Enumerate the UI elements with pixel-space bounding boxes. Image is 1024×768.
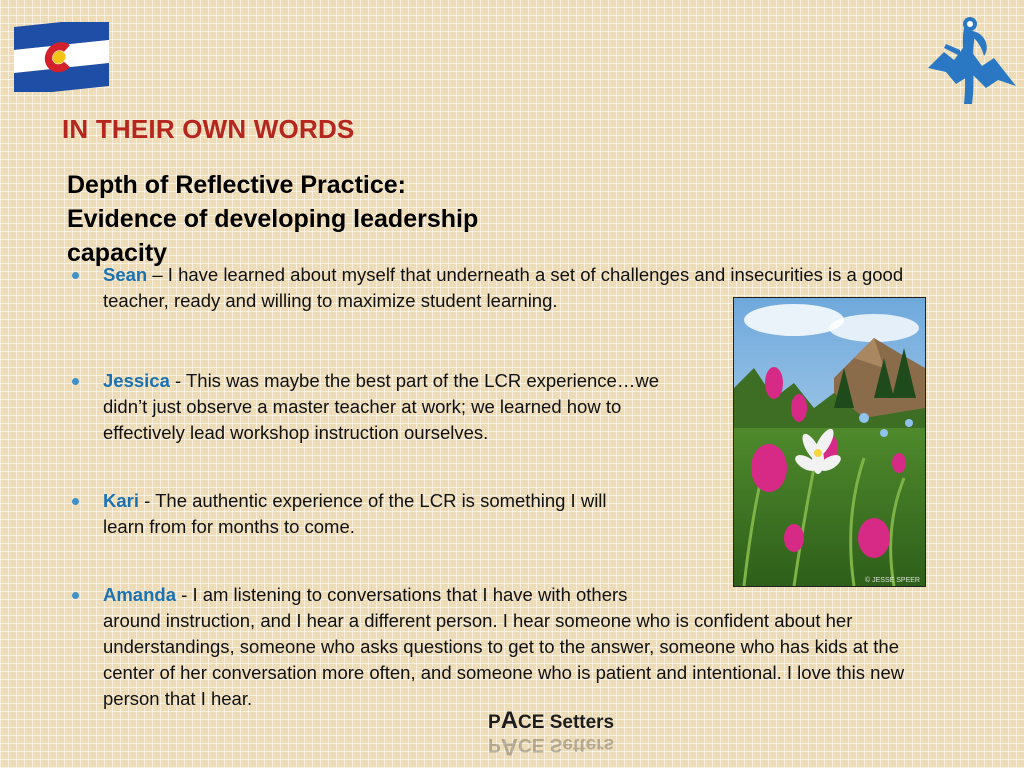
brand-letter: P bbox=[488, 734, 501, 755]
brand-letter: A bbox=[500, 707, 519, 734]
testimonial-item bbox=[70, 582, 950, 712]
testimonial-text: effectively lead workshop instruction ourselves. bbox=[103, 422, 489, 443]
brand-letter: P bbox=[488, 712, 501, 733]
brand-reflection bbox=[488, 732, 614, 760]
page-title: IN THEIR OWN WORDS bbox=[62, 114, 355, 144]
testimonial-text: – I have learned about myself that underneath a set of challenges and insecurities is a good teacher, ready and willing to maximize student learning. bbox=[103, 264, 904, 311]
testimonial-text: learn from for months to come. bbox=[103, 516, 355, 537]
testimonial-text: didn’t just observe a master teacher at work; we learned how to bbox=[103, 396, 622, 417]
person-name: Sean bbox=[103, 264, 148, 285]
photo-credit: © JESSE SPEER bbox=[865, 577, 920, 584]
brand-letter: A bbox=[500, 733, 519, 760]
brand-name: CE Setters bbox=[518, 712, 615, 733]
subtitle-line: capacity bbox=[67, 239, 168, 267]
pace-logo-icon bbox=[924, 8, 1020, 114]
testimonial-text: - I am listening to conversations that I have with others bbox=[176, 584, 628, 605]
testimonial-text: - This was maybe the best part of the LCR experience…we bbox=[169, 370, 659, 391]
testimonial-text: around instruction, and I hear a different person. I hear someone who is confident about her understandings, someone who asks questions to get to the answer, someone who has kids at the center of her conversation more often, and someone who is patient and intentional. I love this new person that I hear. bbox=[103, 610, 905, 709]
brand-name: CE Setters bbox=[518, 734, 615, 755]
testimonial-text: - The authentic experience of the LCR is something I will bbox=[139, 490, 607, 511]
person-name: Amanda bbox=[103, 584, 176, 605]
page-subtitle bbox=[67, 168, 557, 270]
wildflower-photo bbox=[733, 297, 926, 587]
subtitle-line: Evidence of developing leadership bbox=[67, 205, 479, 233]
subtitle-line: Depth of Reflective Practice: bbox=[67, 171, 406, 199]
brand-logo-text bbox=[488, 707, 614, 735]
colorado-flag-icon bbox=[14, 22, 109, 92]
person-name: Kari bbox=[103, 490, 139, 511]
person-name: Jessica bbox=[103, 370, 170, 391]
